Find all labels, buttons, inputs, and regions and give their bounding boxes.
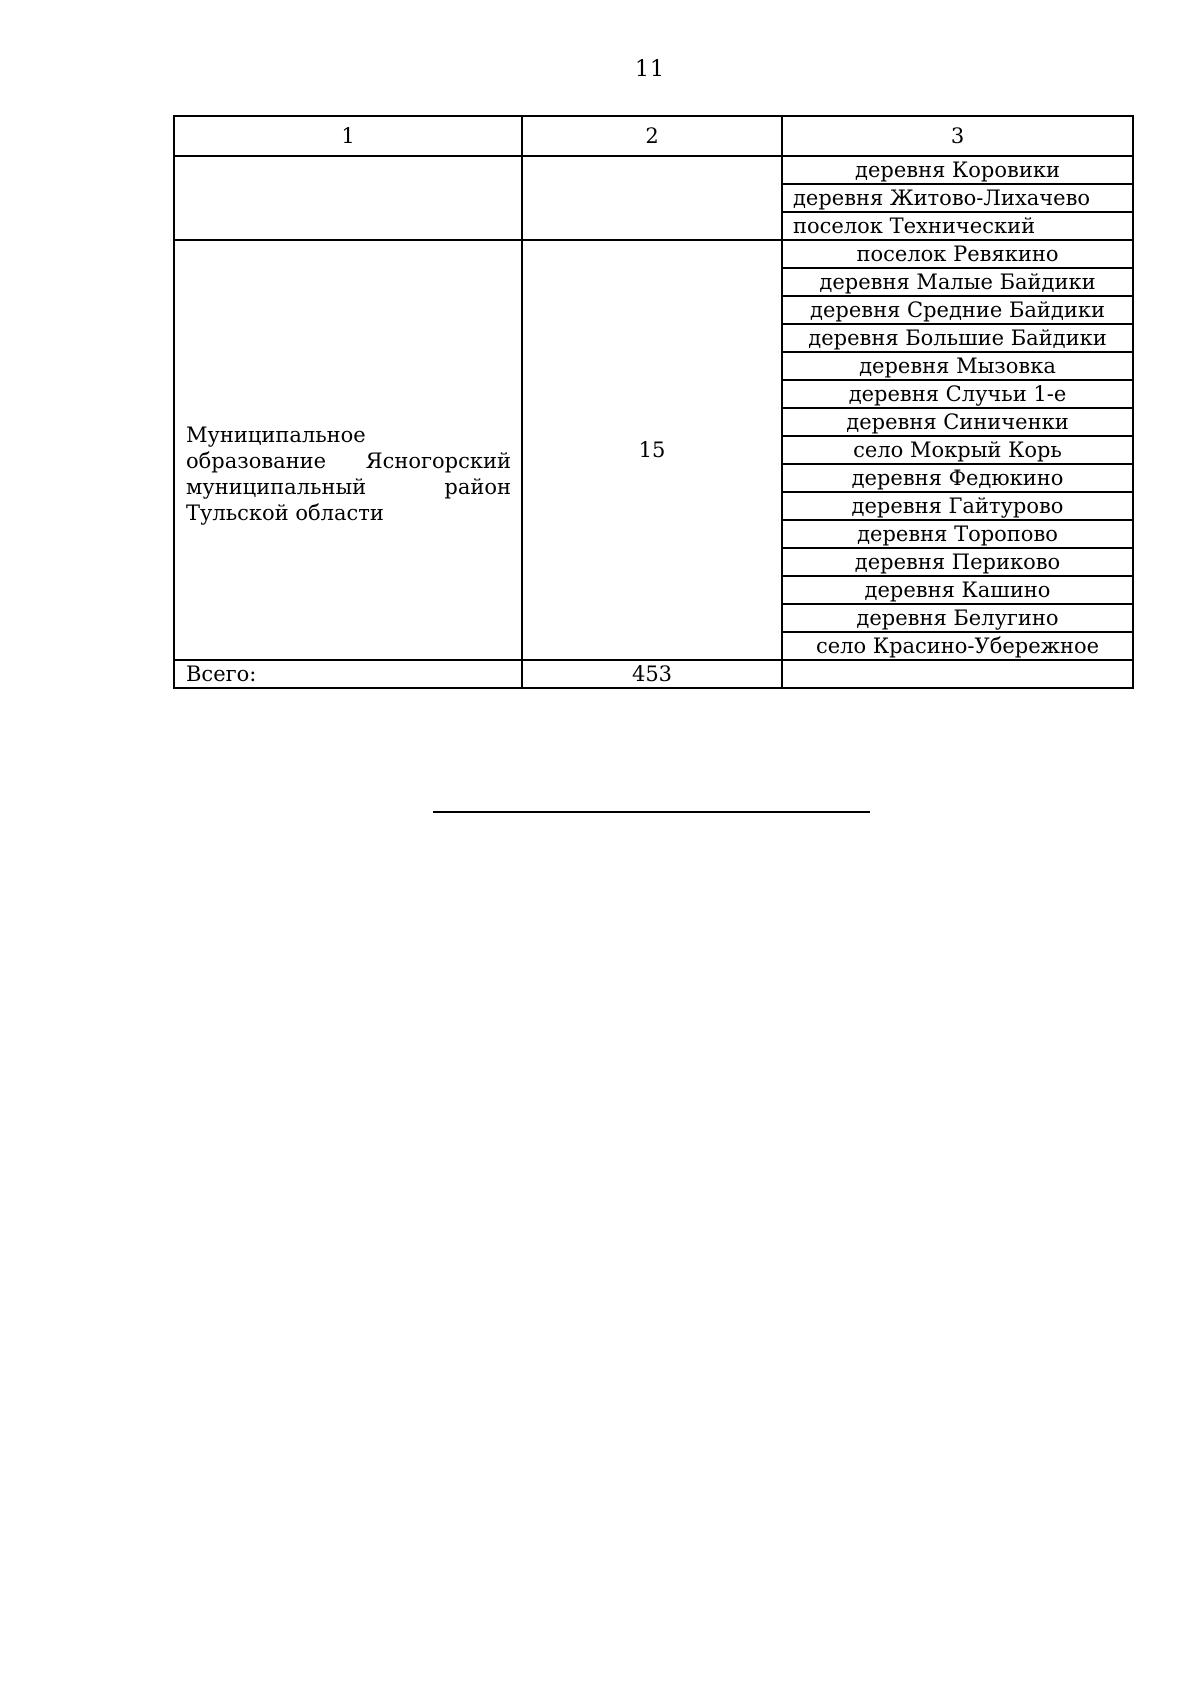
settlement-cell: деревня Синиченки	[782, 408, 1133, 436]
continuation-count-cell	[522, 156, 782, 240]
settlement-cell: деревня Федюкино	[782, 464, 1133, 492]
settlement-cell: поселок Технический	[782, 212, 1133, 240]
settlement-cell: деревня Большие Байдики	[782, 324, 1133, 352]
end-of-document-rule	[433, 811, 870, 813]
settlements-table	[173, 115, 1134, 689]
header-col-1: 1	[174, 116, 522, 156]
settlement-cell: деревня Кашино	[782, 576, 1133, 604]
settlement-cell: село Красино-Убережное	[782, 632, 1133, 660]
total-label: Всего:	[174, 660, 522, 688]
settlement-cell: поселок Ревякино	[782, 240, 1133, 268]
settlement-cell: деревня Средние Байдики	[782, 296, 1133, 324]
settlement-cell: село Мокрый Корь	[782, 436, 1133, 464]
page-number: 11	[635, 57, 665, 82]
settlement-cell: деревня Периково	[782, 548, 1133, 576]
table-header-row	[174, 116, 1133, 156]
settlement-cell: деревня Малые Байдики	[782, 268, 1133, 296]
table-row	[174, 156, 1133, 184]
total-note	[782, 660, 1133, 688]
municipality-name: Муниципальное образование Ясногорский муниципальный район Тульской области	[174, 240, 522, 660]
settlement-cell: деревня Коровики	[782, 156, 1133, 184]
settlement-cell: деревня Гайтурово	[782, 492, 1133, 520]
settlement-cell: деревня Белугино	[782, 604, 1133, 632]
settlement-count: 15	[522, 240, 782, 660]
header-col-3: 3	[782, 116, 1133, 156]
total-value: 453	[522, 660, 782, 688]
continuation-municipality-cell	[174, 156, 522, 240]
header-col-2: 2	[522, 116, 782, 156]
total-row	[174, 660, 1133, 688]
settlement-cell: деревня Житово-Лихачево	[782, 184, 1133, 212]
settlement-cell: деревня Мызовка	[782, 352, 1133, 380]
table-row	[174, 240, 1133, 268]
settlement-cell: деревня Случьи 1-е	[782, 380, 1133, 408]
settlement-cell: деревня Торопово	[782, 520, 1133, 548]
